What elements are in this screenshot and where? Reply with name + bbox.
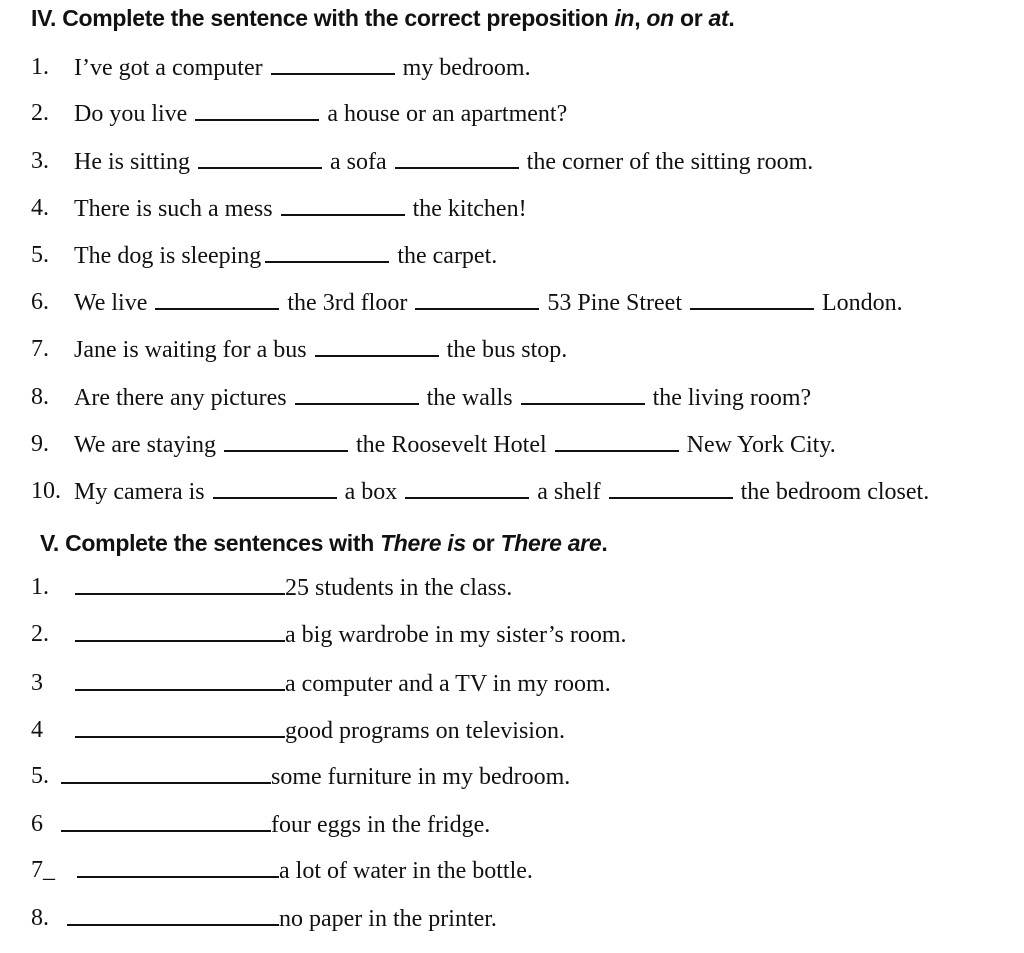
answer-blank[interactable]: [690, 288, 814, 310]
sentence-part: my bedroom.: [402, 55, 531, 81]
option-in: in: [614, 5, 635, 31]
sentence-part: the 3rd floor: [287, 290, 408, 316]
option-there-are: There are: [500, 530, 602, 556]
answer-blank[interactable]: [75, 716, 285, 738]
sentence-part: He is sitting: [74, 149, 191, 175]
sentence-part: London.: [822, 290, 903, 316]
section-iv-heading: [31, 5, 734, 32]
sentence-part: the Roosevelt Hotel: [356, 432, 547, 458]
answer-blank[interactable]: [405, 477, 529, 499]
answer-blank[interactable]: [271, 53, 395, 75]
item-number: 3: [31, 670, 43, 696]
sentence-part: We live: [74, 290, 148, 316]
item-number: 2.: [31, 621, 49, 647]
sentence-part: Jane is waiting for a bus: [74, 337, 307, 363]
item-number: 4: [31, 717, 43, 743]
sentence-part: some furniture in my bedroom.: [271, 764, 571, 790]
answer-blank[interactable]: [224, 430, 348, 452]
heading-sep: or: [465, 530, 501, 556]
item-number: 8.: [31, 384, 49, 410]
sentence-part: a computer and a TV in my room.: [285, 671, 611, 697]
item-number: 3.: [31, 148, 49, 174]
sentence-part: New York City.: [686, 432, 836, 458]
answer-blank[interactable]: [315, 335, 439, 357]
sentence-part: the carpet.: [397, 243, 498, 269]
answer-blank[interactable]: [198, 147, 322, 169]
heading-period: .: [728, 5, 735, 31]
answer-blank[interactable]: [67, 904, 279, 926]
item-number: 8.: [31, 905, 49, 931]
sentence-part: Are there any pictures: [74, 385, 287, 411]
item-number: 9.: [31, 431, 49, 457]
item-number: 4.: [31, 195, 49, 221]
sentence-part: My camera is: [74, 479, 205, 505]
answer-blank[interactable]: [609, 477, 733, 499]
sentence-part: The dog is sleeping: [74, 243, 262, 269]
option-on: on: [646, 5, 674, 31]
heading-sep: ,: [634, 5, 647, 31]
answer-blank[interactable]: [265, 241, 389, 263]
sentence-part: the living room?: [652, 385, 812, 411]
answer-blank[interactable]: [415, 288, 539, 310]
answer-blank[interactable]: [75, 573, 285, 595]
sentence-part: the corner of the sitting room.: [526, 149, 814, 175]
answer-blank[interactable]: [521, 383, 645, 405]
answer-blank[interactable]: [75, 669, 285, 691]
answer-blank[interactable]: [213, 477, 337, 499]
item-number: 7_: [31, 857, 55, 883]
heading-text: V. Complete the sentences with: [40, 530, 381, 556]
sentence-part: four eggs in the fridge.: [271, 812, 491, 838]
sentence-part: the bus stop.: [446, 337, 568, 363]
answer-blank[interactable]: [75, 620, 285, 642]
sentence-part: 25 students in the class.: [285, 575, 513, 601]
sentence-part: There is such a mess: [74, 196, 273, 222]
answer-blank[interactable]: [61, 810, 271, 832]
heading-sep: or: [673, 5, 709, 31]
item-number: 7.: [31, 336, 49, 362]
sentence-part: 53 Pine Street: [547, 290, 682, 316]
item-number: 5.: [31, 242, 49, 268]
sentence-part: the bedroom closet.: [740, 479, 930, 505]
item-number: 1.: [31, 574, 49, 600]
item-number: 2.: [31, 100, 49, 126]
item-number: 10.: [31, 478, 61, 504]
sentence-part: a lot of water in the bottle.: [279, 858, 533, 884]
sentence-part: no paper in the printer.: [279, 906, 497, 932]
sentence-part: the kitchen!: [412, 196, 527, 222]
answer-blank[interactable]: [395, 147, 519, 169]
sentence-part: a sofa: [330, 149, 387, 175]
sentence-part: a box: [344, 479, 398, 505]
sentence-part: good programs on television.: [285, 718, 565, 744]
answer-blank[interactable]: [555, 430, 679, 452]
sentence-part: I’ve got a computer: [74, 55, 263, 81]
answer-blank[interactable]: [155, 288, 279, 310]
item-number: 6.: [31, 289, 49, 315]
option-there-is: There is: [380, 530, 466, 556]
heading-text: IV. Complete the sentence with the correct preposition: [31, 5, 615, 31]
answer-blank[interactable]: [77, 856, 279, 878]
sentence-part: a big wardrobe in my sister’s room.: [285, 622, 627, 648]
answer-blank[interactable]: [61, 762, 271, 784]
item-number: 5.: [31, 763, 49, 789]
section-v-heading: [40, 530, 607, 557]
item-number: 1.: [31, 54, 49, 80]
item-number: 6: [31, 811, 43, 837]
sentence-part: a shelf: [537, 479, 601, 505]
sentence-part: the walls: [426, 385, 513, 411]
sentence-part: a house or an apartment?: [327, 101, 568, 127]
answer-blank[interactable]: [281, 194, 405, 216]
answer-blank[interactable]: [195, 99, 319, 121]
sentence-part: Do you live: [74, 101, 188, 127]
option-at: at: [708, 5, 729, 31]
heading-period: .: [601, 530, 608, 556]
sentence-part: We are staying: [74, 432, 217, 458]
answer-blank[interactable]: [295, 383, 419, 405]
